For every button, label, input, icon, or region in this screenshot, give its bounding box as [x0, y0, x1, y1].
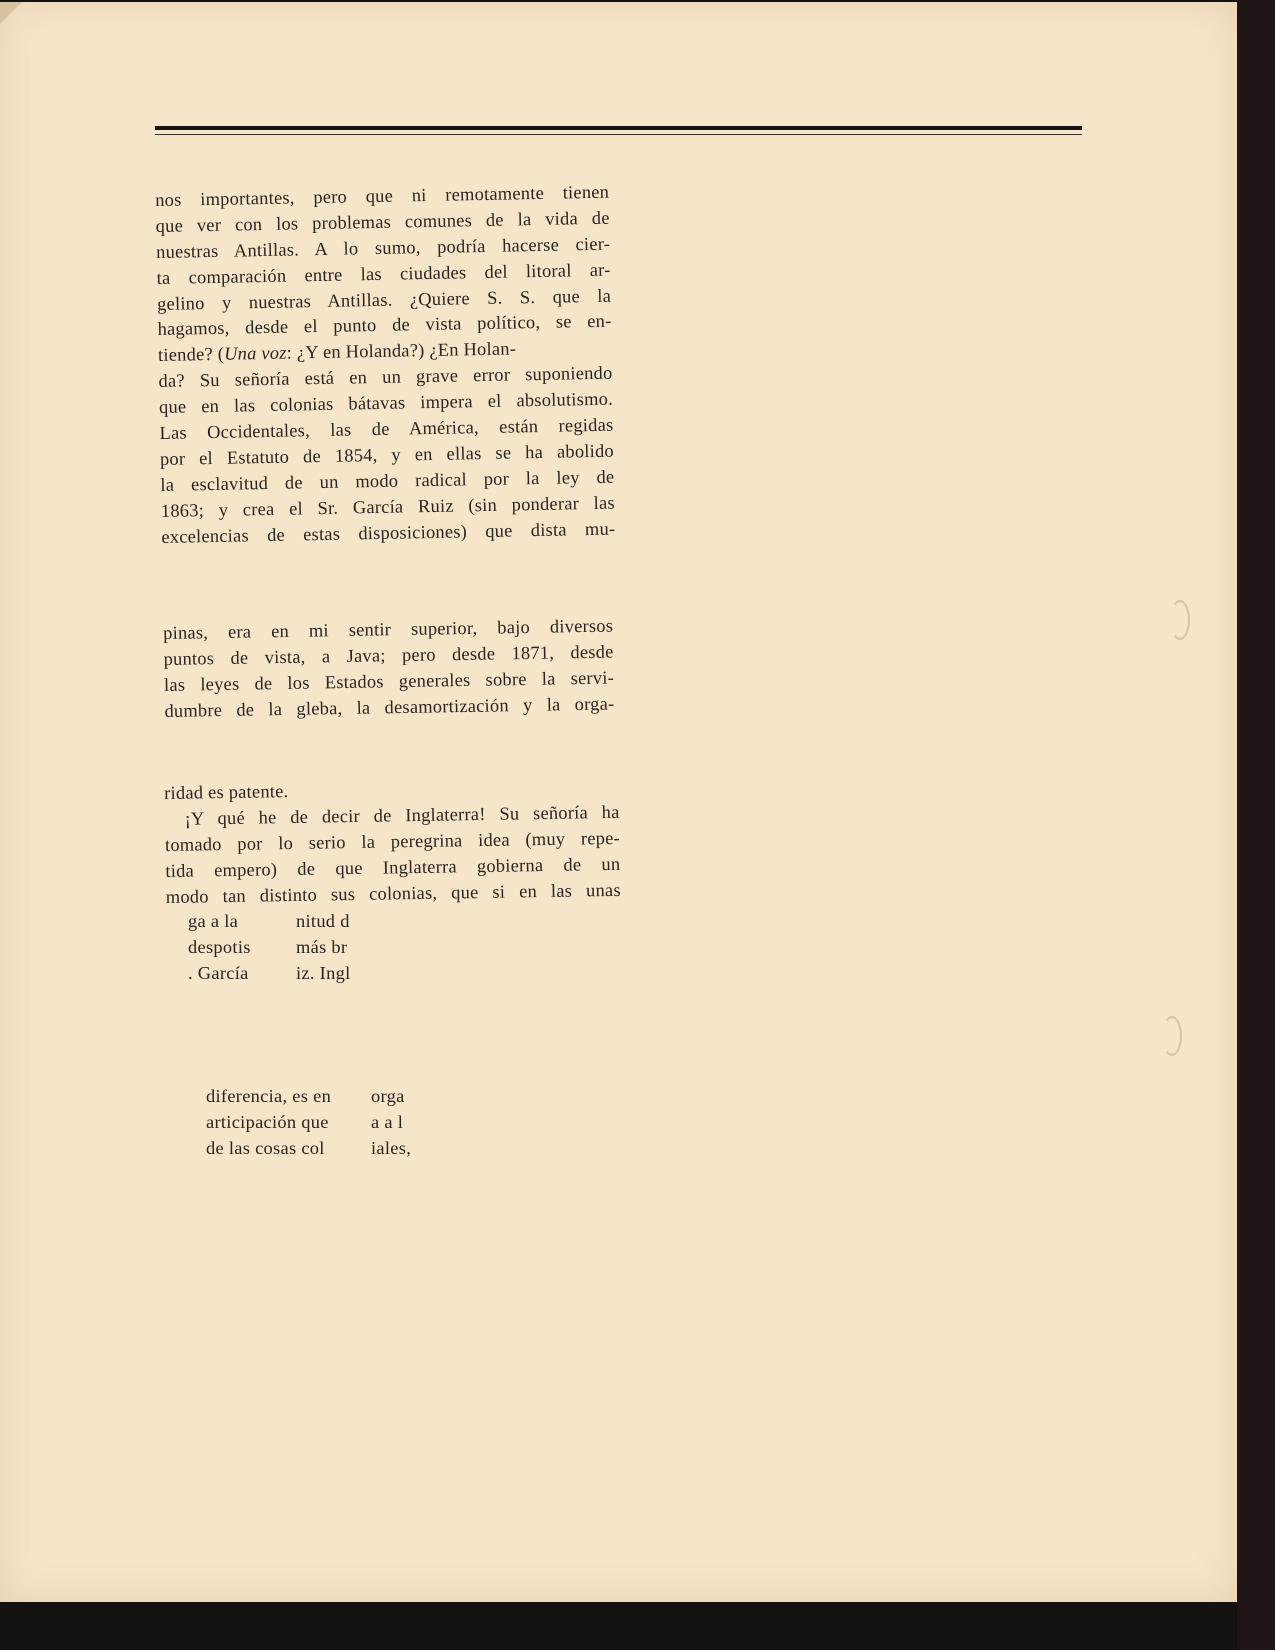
- binder-hole-mark: [1170, 600, 1190, 640]
- fragment-line: de las cosas col: [206, 1138, 325, 1158]
- text-line: tida empero) de que Inglaterra gobierna de un: [165, 853, 621, 881]
- text-line: pinas, era en mi sentir superior, bajo diversos: [163, 615, 614, 643]
- text-line: modo tan distinto sus colonias, que si en las unas: [165, 879, 621, 907]
- fragment-line: . García: [188, 963, 249, 983]
- fragment-line: diferencia, es en: [206, 1086, 332, 1106]
- text-segment: : ¿Y en Holanda?) ¿En Holan-: [286, 338, 517, 363]
- fragment-line: despotis: [188, 937, 251, 957]
- text-line: gelino y nuestras Antillas. ¿Quiere S. S. que la: [156, 285, 612, 314]
- text-line: dumbre de la gleba, la desamortización y la orga-: [164, 693, 615, 721]
- fragment-line: a a l: [371, 1112, 404, 1132]
- text-segment: tiende? (: [157, 344, 225, 366]
- text-fragment-right: [296, 908, 351, 986]
- scan-background-edge: [1237, 0, 1275, 1650]
- text-line: ta comparación entre las ciudades del litoral ar-: [156, 259, 611, 288]
- text-line: que en las colonias bátavas impera el absolutismo.: [158, 388, 614, 418]
- fragment-line: iales,: [371, 1138, 412, 1158]
- text-line: hagamos, desde el punto de vista político, se en-: [157, 311, 612, 340]
- text-block-1: [155, 180, 616, 551]
- paragraph-first-line: ¡Y qué he de decir de Inglaterra! Su señoría ha: [184, 801, 620, 829]
- text-fragment-left: [188, 908, 251, 986]
- fragment-line: nitud d: [296, 911, 350, 931]
- text-line: da? Su señoría está en un grave error suponiendo: [158, 362, 613, 392]
- text-line: nuestras Antillas. A lo sumo, podría hacerse cier-: [155, 233, 611, 262]
- text-line: Las Occidentales, las de América, están regidas: [159, 414, 614, 443]
- text-line: que ver con los problemas comunes de la vida de: [155, 207, 610, 236]
- text-line: las leyes de los Estados generales sobre la servi-: [163, 667, 615, 695]
- page-corner-fold: [0, 2, 22, 24]
- header-rule-thin: [155, 134, 1082, 135]
- text-line: ridad es patente.: [164, 781, 289, 803]
- fragment-line: más br: [296, 937, 348, 957]
- text-line: por el Estatuto de 1854, y en ellas se ha abolido: [159, 440, 615, 469]
- fragment-line: orga: [371, 1086, 405, 1106]
- text-line: excelencias de estas disposiciones) que dista mu-: [161, 518, 616, 547]
- text-line: la esclavitud de un modo radical por la ley de: [160, 466, 615, 495]
- text-line: puntos de vista, a Java; pero desde 1871, desde: [163, 641, 614, 669]
- fragment-line: ga a la: [188, 911, 239, 931]
- text-line: nos importantes, pero que ni remotamente tienen: [155, 181, 610, 210]
- text-block-3: [164, 774, 621, 911]
- italic-interjection: Una voz: [223, 342, 287, 365]
- scanned-page: [0, 2, 1237, 1602]
- fragment-line: articipación que: [206, 1112, 329, 1132]
- binder-hole-mark: [1162, 1016, 1182, 1056]
- text-line: 1863; y crea el Sr. García Ruiz (sin ponderar las: [160, 492, 616, 521]
- text-block-2: [163, 614, 615, 725]
- text-fragment-left: [206, 1083, 331, 1161]
- text-fragment-right: [371, 1083, 411, 1161]
- text-line: tomado por lo serio la peregrina idea (muy repe-: [164, 827, 621, 855]
- fragment-line: iz. Ingl: [296, 963, 351, 983]
- header-rule-thick: [155, 126, 1082, 130]
